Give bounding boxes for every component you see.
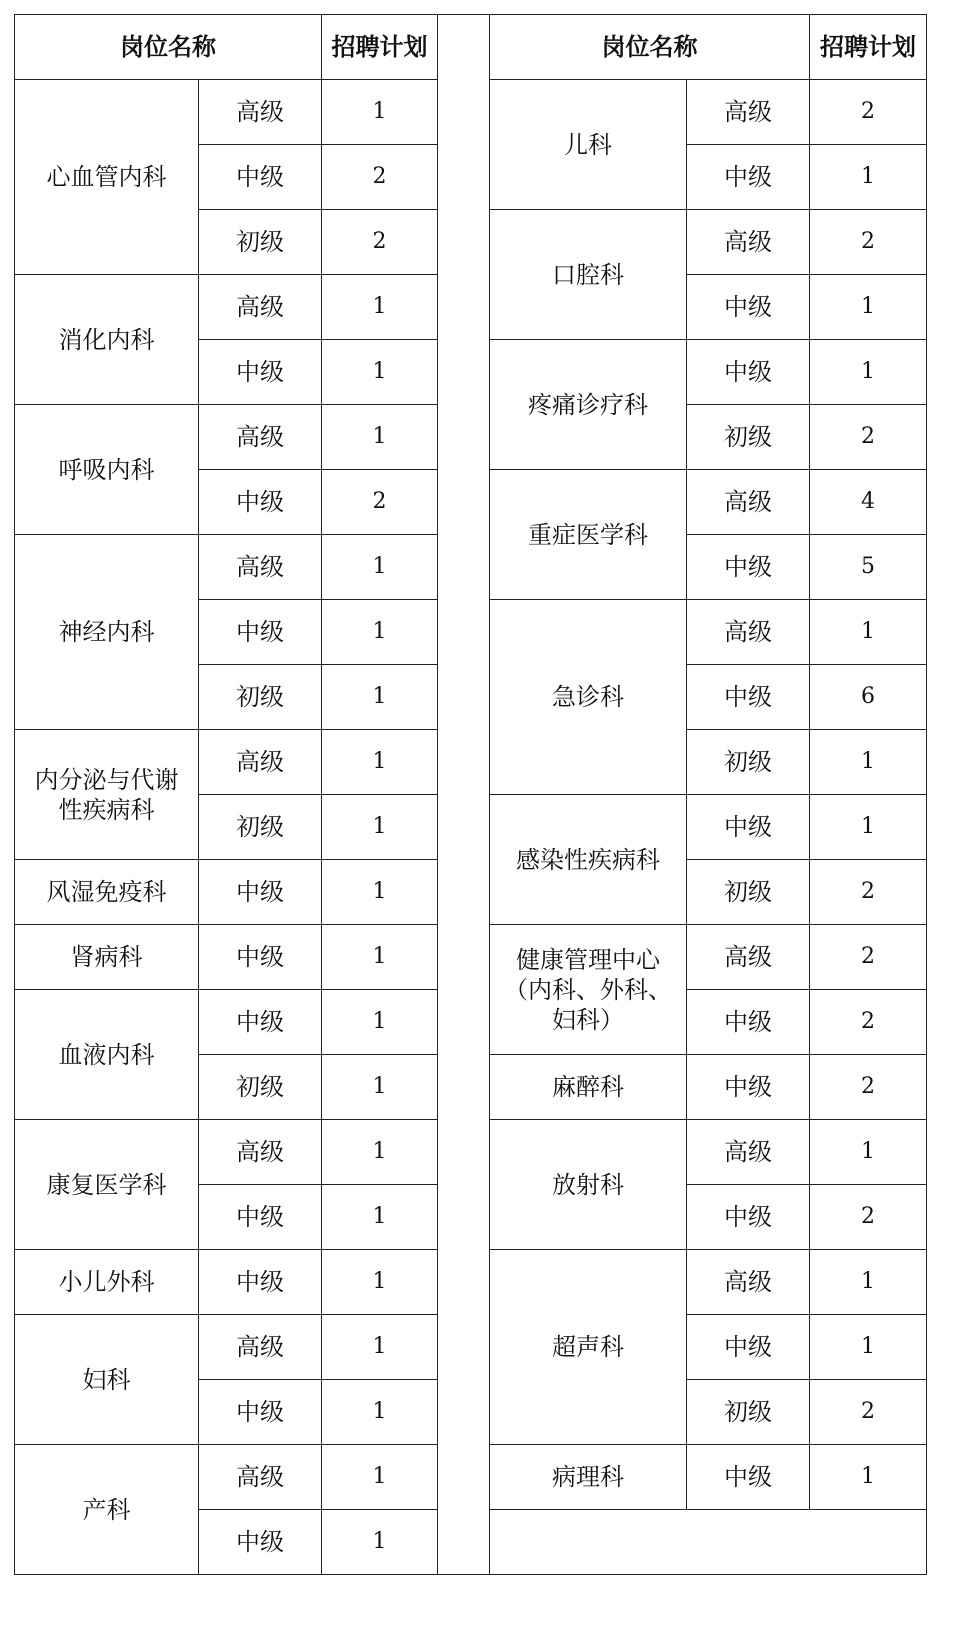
left-plan-count: 1 [322,1250,438,1315]
right-plan-count: 1 [810,340,927,405]
right-level-cell: 高级 [687,1250,810,1315]
left-department-name: 妇科 [15,1315,199,1445]
left-plan-count: 1 [322,990,438,1055]
right-plan-count: 6 [810,665,927,730]
right-level-cell: 高级 [687,470,810,535]
right-level-cell: 高级 [687,925,810,990]
right-level-cell: 中级 [687,340,810,405]
left-level-cell: 中级 [199,1510,322,1575]
right-department-name: 急诊科 [490,600,687,795]
right-level-cell: 中级 [687,1315,810,1380]
right-level-cell: 初级 [687,405,810,470]
left-plan-count: 1 [322,405,438,470]
right-level-cell: 高级 [687,80,810,145]
right-department-name: 疼痛诊疗科 [490,340,687,470]
right-plan-count: 1 [810,1315,927,1380]
right-level-cell: 高级 [687,1120,810,1185]
right-level-cell: 初级 [687,1380,810,1445]
left-plan-count: 2 [322,210,438,275]
left-level-cell: 中级 [199,1185,322,1250]
right-plan-count: 1 [810,1250,927,1315]
right-department-name: 麻醉科 [490,1055,687,1120]
left-plan-count: 2 [322,145,438,210]
header-row [15,15,927,80]
right-plan-count: 1 [810,730,927,795]
left-level-cell: 高级 [199,535,322,600]
right-department-name: 放射科 [490,1120,687,1250]
right-department-name: 儿科 [490,80,687,210]
right-plan-count: 1 [810,795,927,860]
right-level-cell: 中级 [687,990,810,1055]
right-plan-count: 2 [810,1380,927,1445]
right-level-cell: 高级 [687,600,810,665]
right-plan-count: 2 [810,210,927,275]
left-plan-count: 1 [322,1315,438,1380]
left-level-cell: 中级 [199,990,322,1055]
right-plan-count: 1 [810,1120,927,1185]
left-department-name: 心血管内科 [15,80,199,275]
left-plan-count: 1 [322,340,438,405]
left-plan-count: 2 [322,470,438,535]
left-level-cell: 中级 [199,340,322,405]
left-department-name: 内分泌与代谢 性疾病科 [15,730,199,860]
right-level-cell: 中级 [687,1185,810,1250]
right-level-cell: 中级 [687,1445,810,1510]
left-level-cell: 中级 [199,600,322,665]
right-level-cell: 中级 [687,145,810,210]
left-plan-count: 1 [322,925,438,990]
left-level-cell: 初级 [199,1055,322,1120]
left-level-cell: 高级 [199,405,322,470]
left-plan-count: 1 [322,795,438,860]
left-level-cell: 中级 [199,145,322,210]
empty-cell [490,1510,927,1575]
right-level-cell: 高级 [687,210,810,275]
left-plan-count: 1 [322,730,438,795]
left-plan-count: 1 [322,1510,438,1575]
right-plan-count: 1 [810,1445,927,1510]
left-department-name: 小儿外科 [15,1250,199,1315]
left-level-cell: 高级 [199,730,322,795]
left-level-cell: 高级 [199,1120,322,1185]
left-level-cell: 高级 [199,1315,322,1380]
left-level-cell: 中级 [199,860,322,925]
right-department-name: 超声科 [490,1250,687,1445]
right-level-cell: 中级 [687,275,810,340]
right-plan-count: 2 [810,1185,927,1250]
header-plan-right: 招聘计划 [810,15,927,80]
left-department-name: 产科 [15,1445,199,1575]
left-plan-count: 1 [322,1380,438,1445]
left-department-name: 血液内科 [15,990,199,1120]
right-level-cell: 中级 [687,535,810,600]
right-department-name: 健康管理中心 （内科、外科、 妇科） [490,925,687,1055]
right-plan-count: 2 [810,405,927,470]
left-level-cell: 中级 [199,925,322,990]
left-level-cell: 中级 [199,1250,322,1315]
header-plan-left: 招聘计划 [322,15,438,80]
right-department-name: 口腔科 [490,210,687,340]
right-department-name: 感染性疾病科 [490,795,687,925]
right-level-cell: 初级 [687,730,810,795]
right-plan-count: 5 [810,535,927,600]
header-position-name-left: 岗位名称 [15,15,322,80]
header-position-name-right: 岗位名称 [490,15,810,80]
right-plan-count: 2 [810,1055,927,1120]
right-level-cell: 中级 [687,665,810,730]
right-plan-count: 1 [810,600,927,665]
left-level-cell: 初级 [199,665,322,730]
right-plan-count: 1 [810,275,927,340]
left-plan-count: 1 [322,275,438,340]
left-plan-count: 1 [322,600,438,665]
left-plan-count: 1 [322,860,438,925]
recruitment-table [14,14,927,1575]
left-plan-count: 1 [322,80,438,145]
left-plan-count: 1 [322,665,438,730]
right-plan-count: 2 [810,860,927,925]
left-level-cell: 高级 [199,80,322,145]
left-plan-count: 1 [322,535,438,600]
left-plan-count: 1 [322,1445,438,1510]
right-level-cell: 中级 [687,795,810,860]
left-level-cell: 中级 [199,1380,322,1445]
right-department-name: 重症医学科 [490,470,687,600]
left-level-cell: 高级 [199,275,322,340]
right-level-cell: 中级 [687,1055,810,1120]
right-plan-count: 4 [810,470,927,535]
left-level-cell: 初级 [199,795,322,860]
right-plan-count: 2 [810,80,927,145]
left-department-name: 神经内科 [15,535,199,730]
left-department-name: 康复医学科 [15,1120,199,1250]
left-department-name: 呼吸内科 [15,405,199,535]
left-plan-count: 1 [322,1185,438,1250]
column-gap [438,15,490,1575]
right-plan-count: 1 [810,145,927,210]
left-plan-count: 1 [322,1055,438,1120]
left-department-name: 消化内科 [15,275,199,405]
right-level-cell: 初级 [687,860,810,925]
right-plan-count: 2 [810,990,927,1055]
left-level-cell: 中级 [199,470,322,535]
table-body [15,15,927,1575]
left-plan-count: 1 [322,1120,438,1185]
right-department-name: 病理科 [490,1445,687,1510]
left-level-cell: 初级 [199,210,322,275]
right-plan-count: 2 [810,925,927,990]
left-department-name: 肾病科 [15,925,199,990]
left-level-cell: 高级 [199,1445,322,1510]
left-department-name: 风湿免疫科 [15,860,199,925]
